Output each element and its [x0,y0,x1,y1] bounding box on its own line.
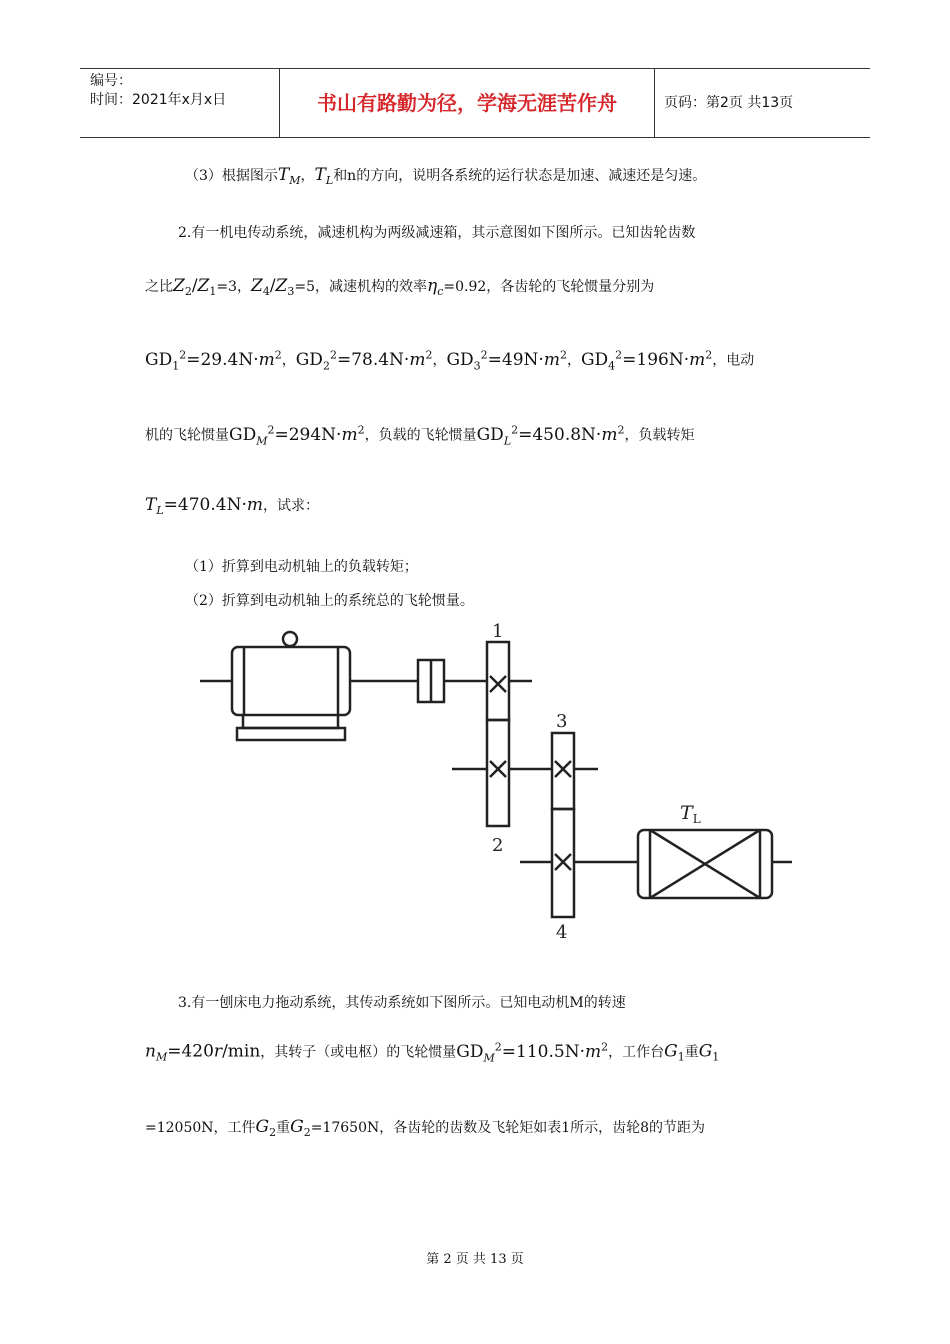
text-line-6: $T_L=470.4N\cdot m$，试求： [145,495,319,517]
gear-label-2: 2 [492,835,504,856]
header-motto: 书山有路勤为径，学海无涯苦作舟 [280,69,655,137]
text-line-1: （3）根据图示$T_M$，$T_L$和n的方向，说明各系统的运行状态是加速、减速还是匀速。 [185,165,707,187]
time-label: 时间：2021年x月x日 [90,92,227,108]
gear-label-1: 1 [492,621,504,642]
text-line-4: $GD_1^2=29.4N\cdot m^2$，$GD_2^2=78.4N\cdot m^2$，$GD_3^2=49N\cdot m^2$，$GD_4^2=196N\cdot m^2$，电动 [145,348,755,373]
question-item-1: （1）折算到电动机轴上的负载转矩； [185,559,418,575]
gear-label-3: 3 [556,711,568,732]
text-line-2: 2.有一机电传动系统，减速机构为两级减速箱，其示意图如下图所示。已知齿轮齿数 [178,225,696,241]
text-line-5: 机的飞轮惯量$GD_M^2=294N\cdot m^2$，负载的飞轮惯量$GD_L^2=450.8N\cdot m^2$，负载转矩 [145,423,695,448]
text-line-8: $n_M=420r/\min$，其转子（或电枢）的飞轮惯量$GD_M^2=110.5N\cdot m^2$，工作台$G_1$重$G_1$ [145,1040,720,1065]
text-line-9: =12050N，工件$G_2$重$G_2=17650N$，各齿轮的齿数及飞轮矩如表1所示，齿轮8的节距为 [145,1117,706,1139]
header-page-info: 页码：第2页 共13页 [664,95,794,111]
number-label: 编号： [90,73,132,89]
text-line-3: 之比$Z_2/Z_1=3$，$Z_4/Z_3=5$，减速机构的效率$\eta_c=0.92$，各齿轮的飞轮惯量分别为 [145,276,655,298]
question-item-2: （2）折算到电动机轴上的系统总的飞轮惯量。 [185,593,474,609]
gear-label-4: 4 [556,922,568,943]
load-torque-label: $T_L$ [680,802,701,826]
text-line-7: 3.有一刨床电力拖动系统，其传动系统如下图所示。已知电动机M的转速 [178,995,626,1011]
page-footer: 第 2 页 共 13 页 [426,1252,524,1267]
